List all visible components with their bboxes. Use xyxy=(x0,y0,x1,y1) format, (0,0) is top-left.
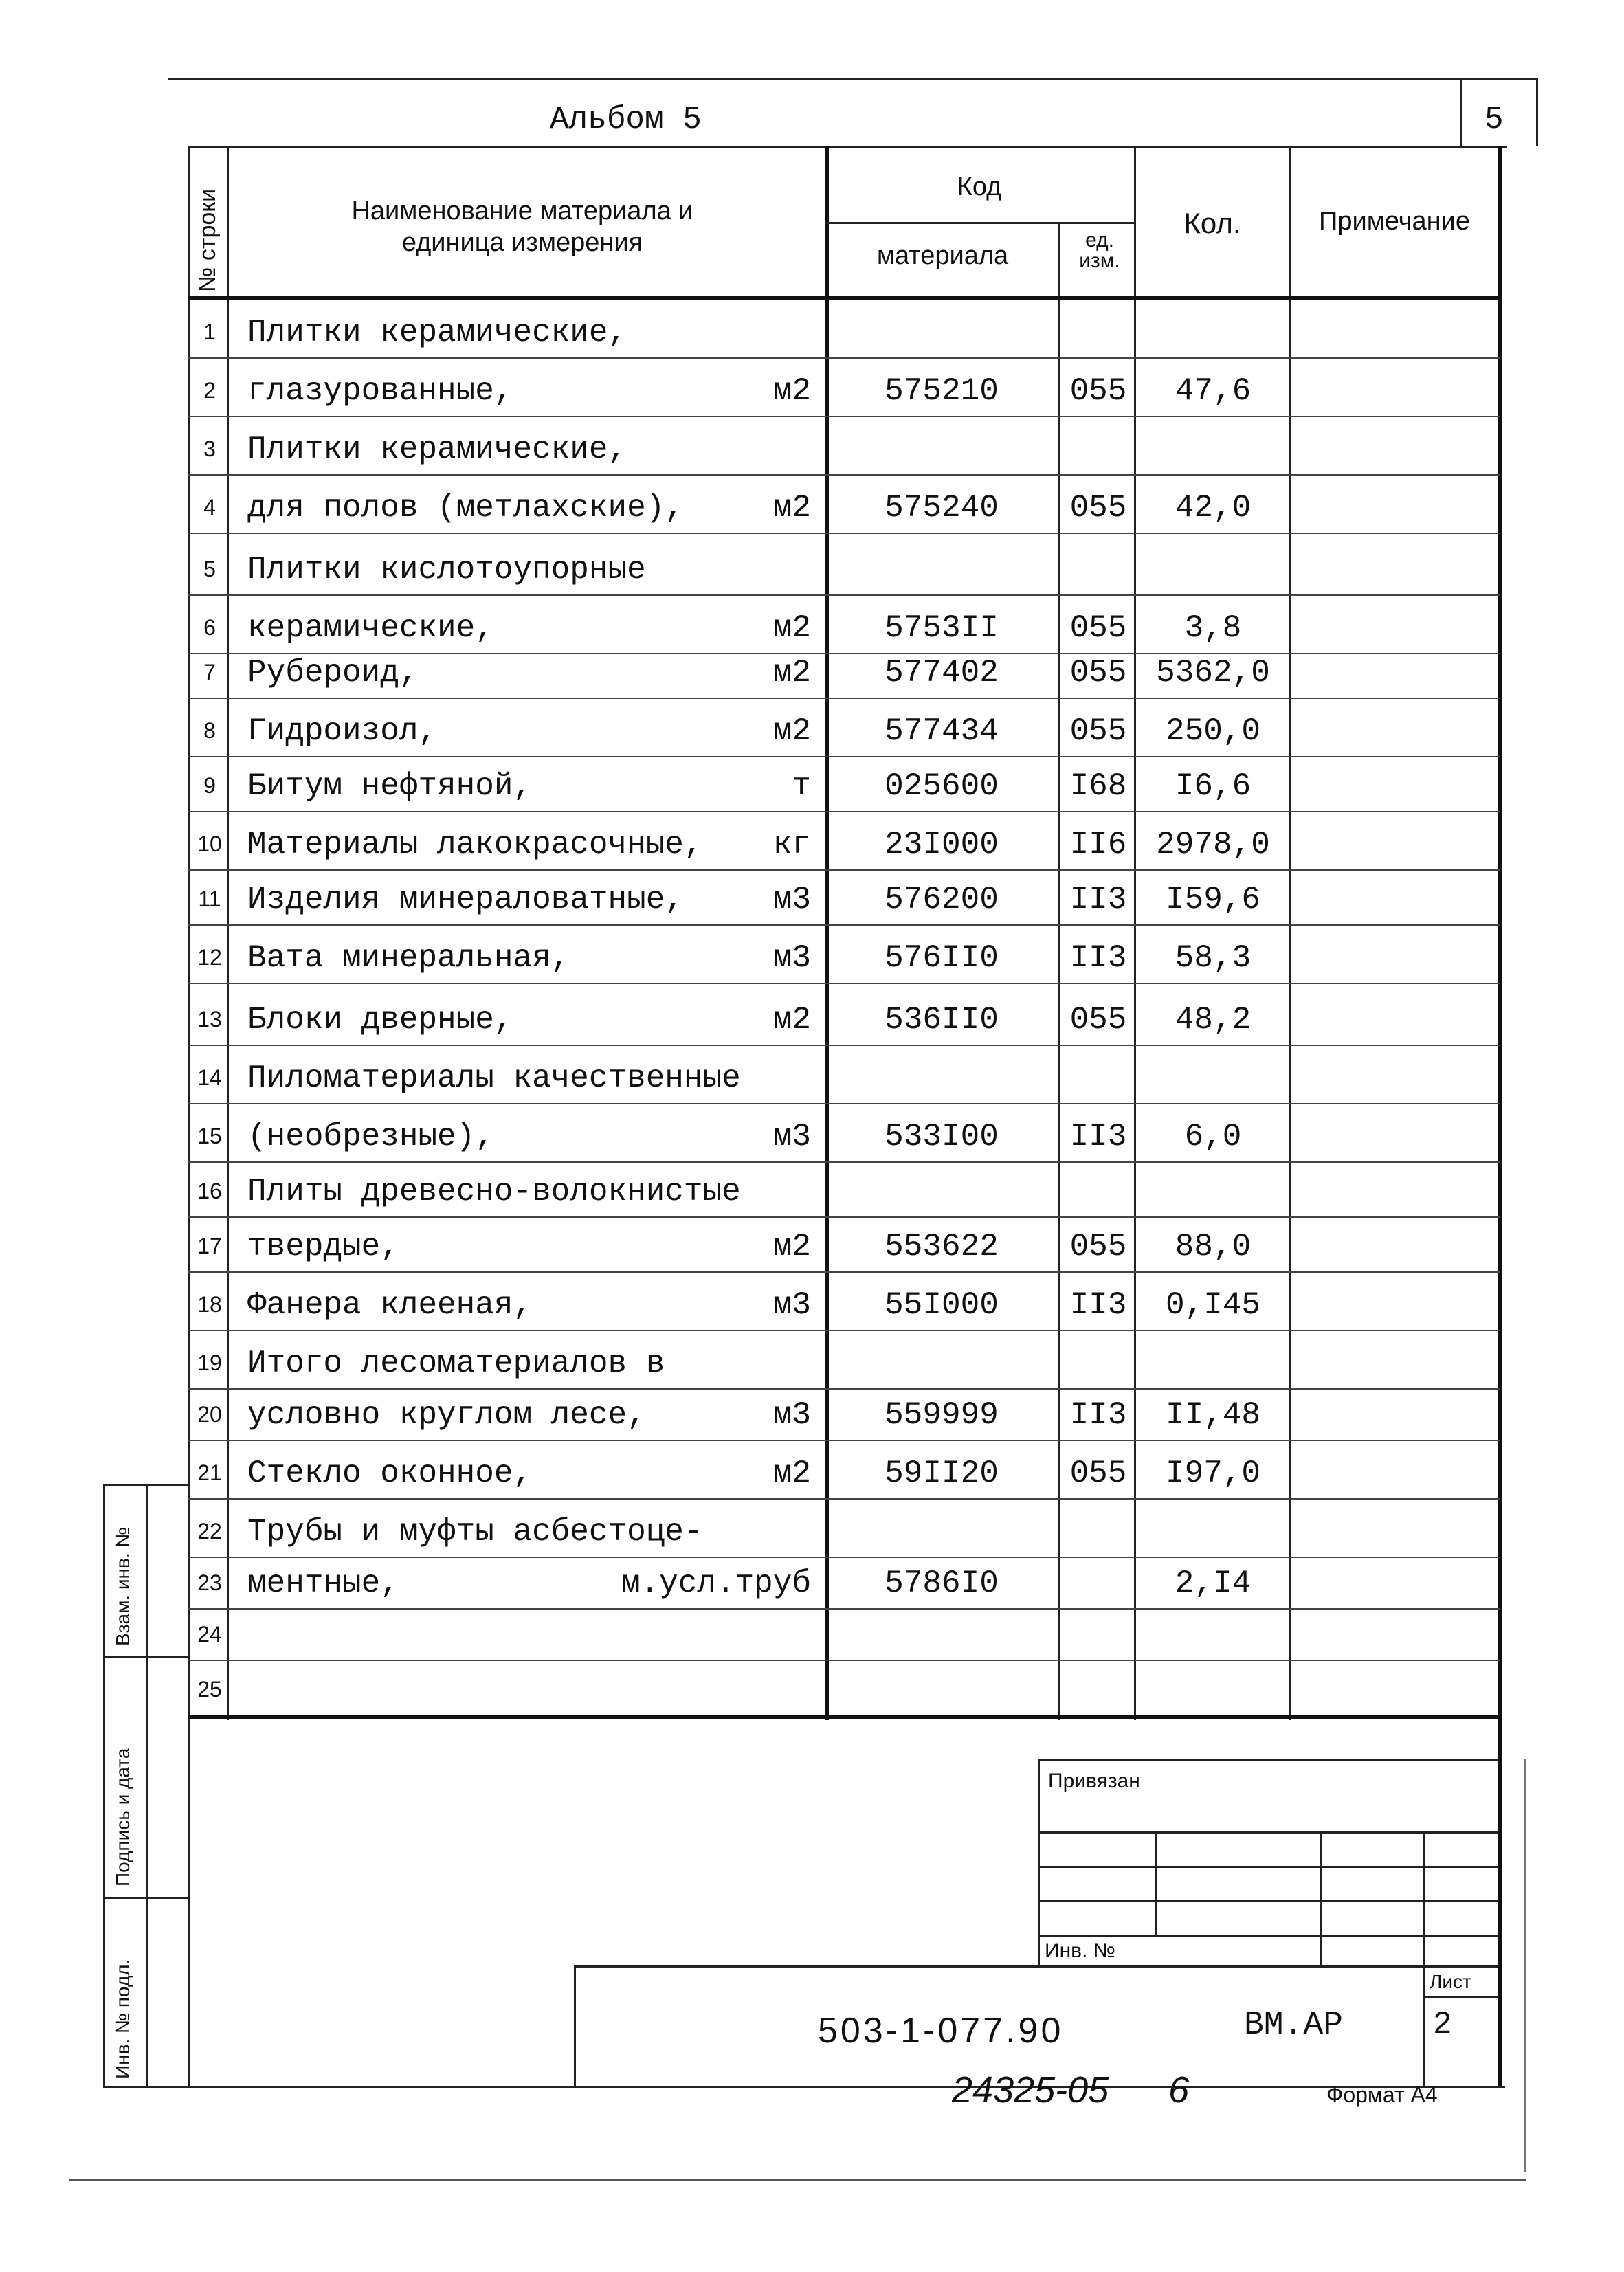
row-number: 18 xyxy=(197,1292,222,1317)
quantity: 48,2 xyxy=(1175,1002,1252,1038)
row-number: 15 xyxy=(197,1124,222,1148)
row-number: 11 xyxy=(198,887,221,911)
material-code: 575240 xyxy=(885,490,999,526)
row-divider xyxy=(188,1557,1500,1558)
side-label-inv-orig: Инв. № подл. xyxy=(112,1959,133,2079)
unit-of-measure: м2 xyxy=(772,655,811,691)
row-divider xyxy=(188,474,1500,476)
row-divider xyxy=(188,1440,1500,1441)
quantity: I59,6 xyxy=(1165,882,1261,917)
row-number: 5 xyxy=(203,557,216,581)
quantity: 2,I4 xyxy=(1175,1566,1252,1601)
row-number: 12 xyxy=(197,945,222,970)
unit-code: 055 xyxy=(1069,1229,1127,1265)
material-code: 025600 xyxy=(885,768,999,804)
unit-of-measure: м3 xyxy=(772,940,811,976)
row-divider xyxy=(188,1271,1500,1273)
row-number: 2 xyxy=(203,378,216,403)
row-number: 24 xyxy=(197,1622,222,1647)
col-rownum-divider xyxy=(227,146,229,1720)
row-divider xyxy=(188,653,1500,654)
attached-line4 xyxy=(1038,1935,1498,1937)
header-unit-code: ед. изм. xyxy=(1079,229,1120,272)
row-divider xyxy=(188,594,1500,596)
row-divider xyxy=(188,1161,1500,1163)
side-label-sign-date: Подпись и дата xyxy=(112,1748,133,1886)
row-divider xyxy=(188,1498,1500,1500)
unit-code: 055 xyxy=(1069,373,1127,409)
attached-col2 xyxy=(1320,1831,1322,1965)
quantity: 42,0 xyxy=(1175,490,1252,526)
bottom-registration-number: 24325-05 xyxy=(952,2069,1109,2110)
material-name: ментные, xyxy=(247,1566,399,1601)
inv-no-label: Инв. № xyxy=(1045,1939,1115,1962)
header-code: Код xyxy=(957,172,1002,201)
row-divider xyxy=(188,1216,1500,1218)
table-top-line xyxy=(188,146,1507,148)
format-label: Формат А4 xyxy=(1326,2082,1438,2107)
row-divider xyxy=(188,1330,1500,1331)
document-section: ВМ.АР xyxy=(1244,2007,1344,2044)
header-bottom-line xyxy=(188,296,1502,300)
unit-of-measure: кг xyxy=(772,827,811,862)
quantity: I97,0 xyxy=(1165,1456,1261,1491)
material-code: 577434 xyxy=(885,713,999,749)
unit-of-measure: м3 xyxy=(772,1397,811,1433)
row-number: 14 xyxy=(197,1065,222,1090)
row-divider xyxy=(188,811,1500,812)
page-bottom-line xyxy=(69,2179,1526,2181)
row-divider xyxy=(188,357,1500,359)
material-name: твердые, xyxy=(247,1229,399,1265)
quantity: II,48 xyxy=(1165,1397,1261,1433)
material-name: Изделия минераловатные, xyxy=(247,882,684,917)
unit-code: 055 xyxy=(1069,655,1127,691)
material-name: Плитки керамические, xyxy=(247,315,627,350)
unit-code: II3 xyxy=(1069,1119,1127,1155)
material-name: Гидроизол, xyxy=(247,713,438,749)
material-name: Стекло оконное, xyxy=(247,1456,533,1491)
row-divider xyxy=(188,869,1500,871)
unit-code: II3 xyxy=(1069,1397,1127,1433)
unit-of-measure: т xyxy=(792,768,811,804)
row-number: 3 xyxy=(203,436,216,461)
col-name-divider xyxy=(825,146,829,1720)
table-left-line xyxy=(188,146,190,2088)
quantity: 58,3 xyxy=(1175,940,1252,976)
row-divider xyxy=(188,924,1500,926)
header-quantity: Кол. xyxy=(1183,207,1241,239)
side-stamp-left xyxy=(103,1484,105,2088)
material-name: керамические, xyxy=(247,610,494,646)
page-number-box-left xyxy=(1460,78,1462,146)
row-number: 16 xyxy=(197,1179,222,1203)
row-number: 7 xyxy=(203,660,216,684)
attached-col1 xyxy=(1155,1831,1157,1935)
sheet-number: 2 xyxy=(1433,2007,1452,2042)
album-title: Альбом 5 xyxy=(550,102,702,137)
quantity: 5362,0 xyxy=(1156,655,1270,691)
quantity: 6,0 xyxy=(1184,1119,1242,1155)
row-divider xyxy=(188,1608,1500,1610)
attached-top xyxy=(1038,1759,1498,1761)
unit-of-measure: м2 xyxy=(772,1002,811,1038)
material-code: 5753II xyxy=(885,610,999,646)
row-number: 25 xyxy=(197,1677,222,1702)
material-name: Вата минеральная, xyxy=(247,940,570,976)
unit-of-measure: м2 xyxy=(772,713,811,749)
material-name: Итого лесоматериалов в xyxy=(247,1346,665,1381)
attached-col3 xyxy=(1423,1831,1425,2086)
row-number: 1 xyxy=(203,320,216,344)
unit-code: 055 xyxy=(1069,1002,1127,1038)
unit-code: II3 xyxy=(1069,882,1127,917)
unit-code: I68 xyxy=(1069,768,1127,804)
table-bottom-line xyxy=(188,1715,1502,1719)
material-code: 5786I0 xyxy=(885,1566,999,1601)
unit-of-measure: м2 xyxy=(772,1456,811,1491)
side-stamp-div1 xyxy=(103,1656,188,1658)
unit-of-measure: м2 xyxy=(772,1229,811,1265)
title-block-left xyxy=(574,1965,576,2088)
quantity: 88,0 xyxy=(1175,1229,1252,1265)
unit-of-measure: м3 xyxy=(772,1287,811,1323)
material-name: Фанера клееная, xyxy=(247,1287,533,1323)
material-name: Плиты древесно-волокнистые xyxy=(247,1174,741,1210)
quantity: 47,6 xyxy=(1175,373,1252,409)
page-number-box-right xyxy=(1536,78,1538,146)
material-name: Битум нефтяной, xyxy=(247,768,533,804)
row-divider xyxy=(188,1388,1500,1390)
row-number: 23 xyxy=(197,1570,222,1595)
quantity: I6,6 xyxy=(1175,768,1252,804)
row-number: 8 xyxy=(203,718,216,743)
attached-line1 xyxy=(1038,1831,1498,1834)
row-number: 10 xyxy=(197,832,222,856)
unit-code: II6 xyxy=(1069,827,1127,862)
unit-of-measure: м2 xyxy=(772,610,811,646)
unit-of-measure: м.усл.труб xyxy=(621,1566,811,1601)
unit-of-measure: м2 xyxy=(772,373,811,409)
material-name: условно круглом лесе, xyxy=(247,1397,646,1433)
quantity: 2978,0 xyxy=(1156,827,1270,862)
row-divider xyxy=(188,756,1500,757)
attached-label: Привязан xyxy=(1048,1770,1140,1792)
material-code: 23I000 xyxy=(885,827,999,862)
row-number: 9 xyxy=(203,773,216,798)
material-name: для полов (метлахские), xyxy=(247,490,684,526)
quantity: 3,8 xyxy=(1184,610,1242,646)
row-number: 4 xyxy=(203,495,216,520)
material-code: 576II0 xyxy=(885,940,999,976)
row-divider xyxy=(188,698,1500,699)
header-note: Примечание xyxy=(1319,207,1470,236)
header-row-number: № строки xyxy=(194,188,221,292)
side-label-replace-inv: Взам. инв. № xyxy=(112,1526,133,1646)
top-frame-line xyxy=(168,78,1536,80)
material-name: Блоки дверные, xyxy=(247,1002,513,1038)
material-name: Плитки кислотоупорные xyxy=(247,552,646,588)
row-number: 22 xyxy=(197,1519,222,1544)
sheet-label: Лист xyxy=(1430,1971,1471,1992)
code-subheader-line xyxy=(825,222,1134,224)
row-divider xyxy=(188,1103,1500,1104)
side-stamp-bottom xyxy=(103,2086,1505,2088)
quantity: 0,I45 xyxy=(1165,1287,1261,1323)
unit-code: II3 xyxy=(1069,940,1127,976)
row-number: 13 xyxy=(197,1007,222,1032)
row-divider xyxy=(188,533,1500,534)
header-material-code: материала xyxy=(876,241,1009,270)
unit-of-measure: м2 xyxy=(772,490,811,526)
material-name: Плитки керамические, xyxy=(247,432,627,467)
row-divider xyxy=(188,1045,1500,1046)
material-code: 575210 xyxy=(885,373,999,409)
material-name: глазурованные, xyxy=(247,373,513,409)
material-name: Пиломатериалы качественные xyxy=(247,1060,741,1096)
material-code: 576200 xyxy=(885,882,999,917)
row-divider xyxy=(188,983,1500,984)
unit-code: 055 xyxy=(1069,713,1127,749)
unit-code: II3 xyxy=(1069,1287,1127,1323)
row-divider xyxy=(188,416,1500,417)
row-number: 17 xyxy=(197,1234,222,1258)
quantity: 250,0 xyxy=(1165,713,1261,749)
row-divider xyxy=(188,1660,1500,1661)
material-code: 55I000 xyxy=(885,1287,999,1323)
bottom-sheet-number: 6 xyxy=(1168,2069,1190,2110)
side-stamp-div2 xyxy=(103,1897,188,1899)
unit-of-measure: м3 xyxy=(772,882,811,917)
side-stamp-top xyxy=(103,1484,188,1486)
row-number: 19 xyxy=(197,1350,222,1375)
material-name: Трубы и муфты асбестоце- xyxy=(247,1514,703,1550)
side-stamp-mid xyxy=(146,1484,148,2088)
unit-of-measure: м3 xyxy=(772,1119,811,1155)
unit-code: 055 xyxy=(1069,1456,1127,1491)
title-block-top xyxy=(574,1965,1498,1968)
row-number: 20 xyxy=(197,1402,222,1427)
right-dashed-edge xyxy=(1524,1759,1526,2172)
material-name: (необрезные), xyxy=(247,1119,494,1155)
unit-code: 055 xyxy=(1069,610,1127,646)
table-right-line xyxy=(1498,146,1502,2088)
header-name: Наименование материала и единица измерения xyxy=(351,197,693,257)
material-name: Рубероид, xyxy=(247,655,419,691)
document-code: 503-1-077.90 xyxy=(818,2011,1064,2051)
sheet-label-line xyxy=(1423,1996,1498,1998)
material-code: 59II20 xyxy=(885,1456,999,1491)
row-number: 21 xyxy=(197,1460,222,1485)
unit-code: 055 xyxy=(1069,490,1127,526)
material-code: 559999 xyxy=(885,1397,999,1433)
material-name: Материалы лакокрасочные, xyxy=(247,827,703,862)
material-code: 533I00 xyxy=(885,1119,999,1155)
material-code: 536II0 xyxy=(885,1002,999,1038)
material-code: 553622 xyxy=(885,1229,999,1265)
row-number: 6 xyxy=(203,615,216,640)
attached-line3 xyxy=(1038,1900,1498,1902)
attached-line2 xyxy=(1038,1866,1498,1868)
material-code: 577402 xyxy=(885,655,999,691)
page-number: 5 xyxy=(1484,102,1504,137)
